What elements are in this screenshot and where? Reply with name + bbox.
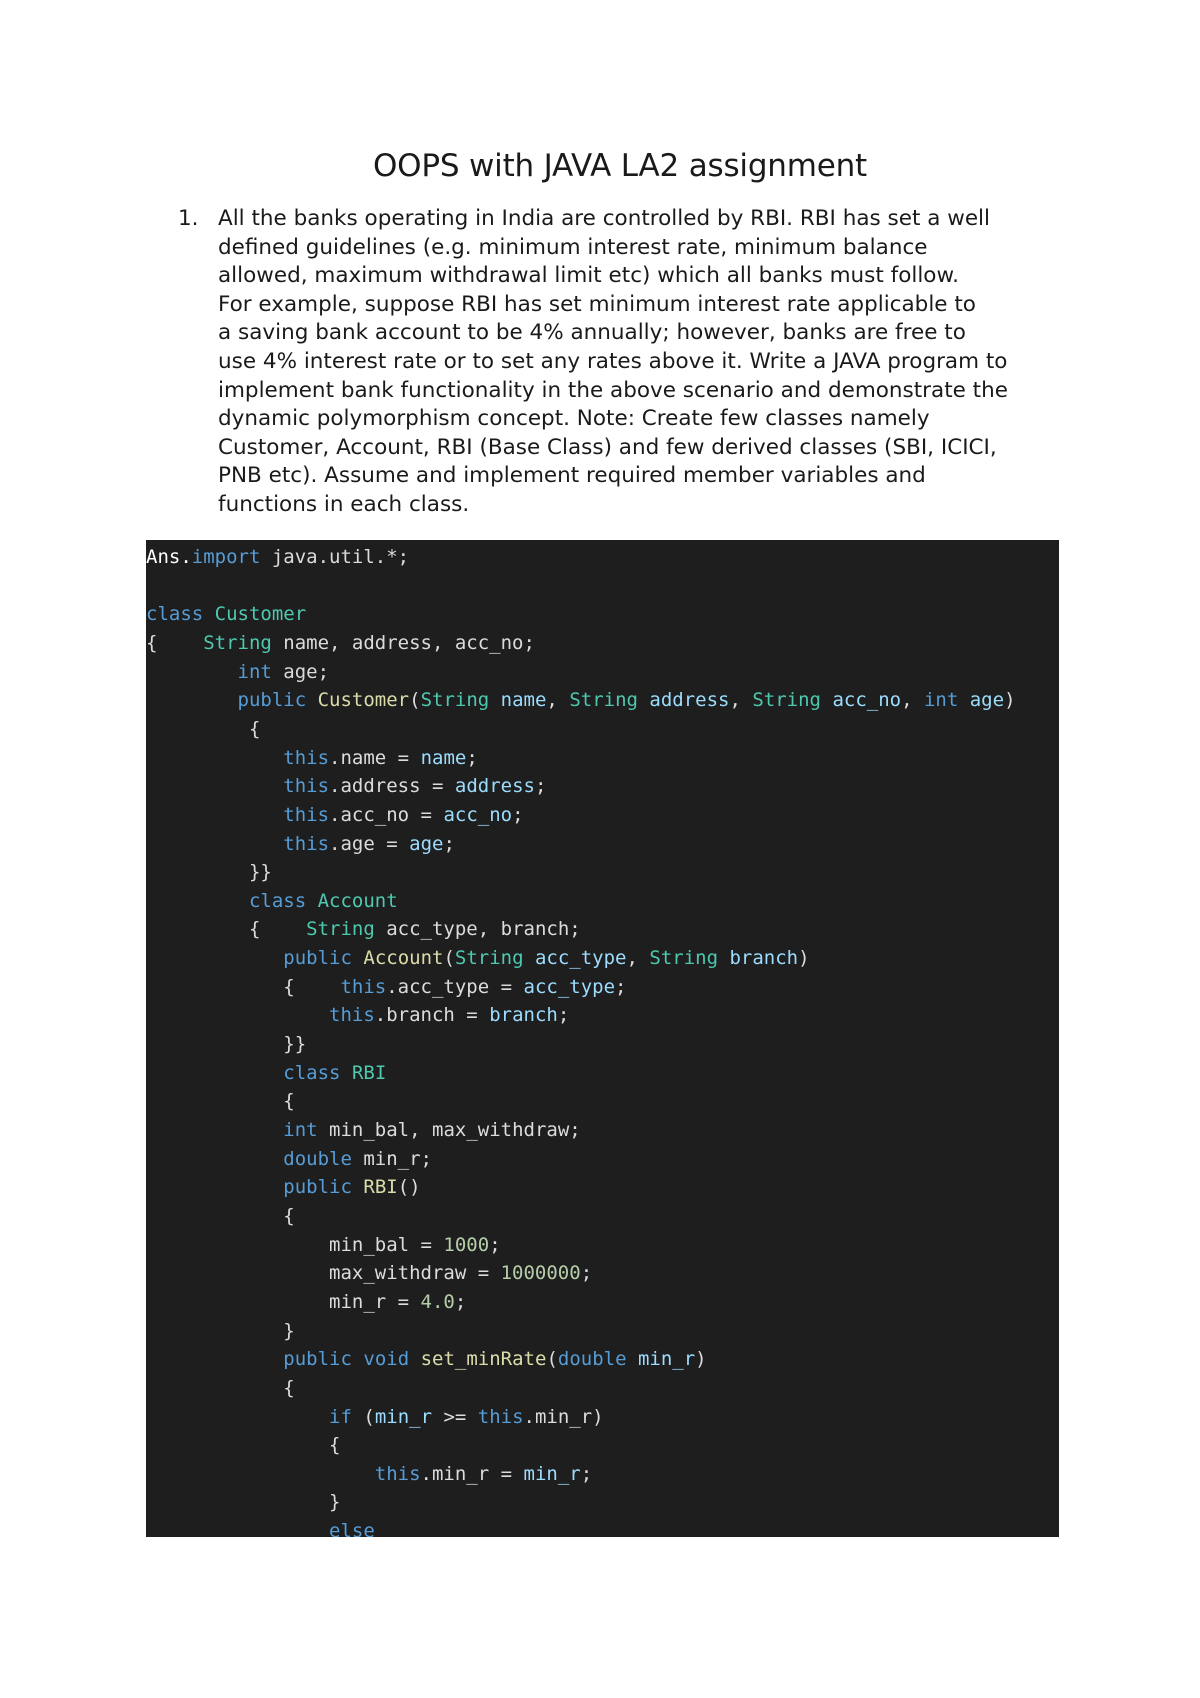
code-token: age xyxy=(958,689,1005,712)
code-token: ( xyxy=(409,689,421,712)
code-token: ) xyxy=(695,1348,707,1371)
code-line xyxy=(146,1231,501,1259)
code-line xyxy=(146,1317,295,1345)
code-token: min_r xyxy=(626,1348,696,1371)
code-token: String xyxy=(203,631,272,654)
code-token: Account xyxy=(317,889,398,912)
question-line: a saving bank account to be 4% annually; however, banks are free to xyxy=(218,320,966,346)
question-text xyxy=(218,205,1068,520)
code-token: public xyxy=(283,1176,352,1199)
code-token: this xyxy=(374,1462,421,1485)
code-token: min_r xyxy=(523,1462,581,1485)
code-token: 4.0 xyxy=(420,1290,455,1313)
code-block xyxy=(146,540,1059,1537)
code-token: this xyxy=(283,803,330,826)
code-token: min_bal = xyxy=(146,1233,444,1256)
code-token xyxy=(146,947,283,969)
code-token: .acc_no = xyxy=(329,803,444,826)
code-token: ( xyxy=(443,947,455,970)
code-token: , xyxy=(729,689,753,712)
code-token: ; xyxy=(512,803,524,826)
question-line: use 4% interest rate or to set any rates above it. Write a JAVA program to xyxy=(218,348,1008,374)
question-line: allowed, maximum withdrawal limit etc) which all banks must follow. xyxy=(218,263,959,289)
code-token: String xyxy=(569,689,638,712)
code-token xyxy=(146,833,283,855)
code-line xyxy=(146,944,810,972)
code-token: .age = xyxy=(329,832,410,855)
code-token: ) xyxy=(1004,689,1016,712)
code-line xyxy=(146,1202,295,1230)
code-line xyxy=(146,858,272,886)
code-line xyxy=(146,543,409,571)
code-token: public xyxy=(283,1348,352,1371)
code-token: }} xyxy=(146,861,272,884)
code-token: acc_type xyxy=(523,947,627,970)
code-token: class xyxy=(283,1061,341,1084)
code-line xyxy=(146,1460,592,1488)
code-token: this xyxy=(340,975,387,998)
code-token: int xyxy=(237,660,272,683)
code-token: Account xyxy=(363,947,444,970)
code-line xyxy=(146,772,546,800)
code-token: ; xyxy=(489,1233,501,1256)
question-line: functions in each class. xyxy=(218,491,470,517)
code-line xyxy=(146,658,329,686)
code-token: .name = xyxy=(329,746,421,769)
code-token xyxy=(352,947,363,969)
code-token xyxy=(146,689,238,711)
code-token xyxy=(146,1463,375,1485)
code-token: { xyxy=(146,1204,295,1227)
code-token: { xyxy=(146,717,261,740)
code-line xyxy=(146,1087,295,1115)
code-token: String xyxy=(752,689,821,712)
page-title: OOPS with JAVA LA2 assignment xyxy=(372,148,868,184)
code-line xyxy=(146,1403,604,1431)
code-token: name, address, acc_no; xyxy=(271,631,535,654)
code-line xyxy=(146,1374,295,1402)
code-line xyxy=(146,1173,421,1201)
code-token: .min_r = xyxy=(420,1462,524,1485)
code-token xyxy=(146,1176,283,1198)
code-token: .min_r) xyxy=(523,1405,604,1428)
question-line: implement bank functionality in the above scenario and demonstrate the xyxy=(218,377,1008,403)
code-token: address xyxy=(454,775,535,798)
code-token: String xyxy=(454,947,524,970)
question-line: Customer, Account, RBI (Base Class) and few derived classes (SBI, ICICI, xyxy=(218,434,997,460)
code-line xyxy=(146,715,260,743)
question-line: For example, suppose RBI has set minimum interest rate applicable to xyxy=(218,291,976,317)
code-token: branch xyxy=(718,947,799,970)
code-token xyxy=(306,689,317,711)
code-token: else xyxy=(329,1520,375,1537)
code-token: max_withdraw = xyxy=(146,1262,501,1285)
code-token: , xyxy=(626,947,650,970)
code-token xyxy=(146,747,283,769)
code-token: class xyxy=(146,603,204,626)
code-line xyxy=(146,1345,707,1373)
code-token: { xyxy=(146,631,204,654)
code-token xyxy=(146,1406,329,1428)
code-token xyxy=(146,1119,283,1141)
code-line xyxy=(146,830,455,858)
code-token: double xyxy=(283,1147,352,1170)
code-token: this xyxy=(329,1004,375,1027)
code-token: set_minRate xyxy=(420,1348,547,1371)
code-token: 1000000 xyxy=(500,1262,581,1285)
code-token: branch xyxy=(489,1004,558,1027)
code-token xyxy=(203,603,214,625)
code-token: RBI xyxy=(351,1061,387,1084)
code-line xyxy=(146,1517,375,1537)
code-token: acc_no xyxy=(821,689,902,712)
code-token xyxy=(146,775,283,797)
code-token: Ans. xyxy=(146,546,192,568)
code-line xyxy=(146,887,398,915)
code-token xyxy=(146,1148,283,1170)
code-token: ; xyxy=(466,746,478,769)
code-token: Customer xyxy=(317,689,410,712)
code-token: }} xyxy=(146,1033,307,1056)
code-token: .acc_type = xyxy=(386,975,524,998)
code-token: acc_type, branch; xyxy=(374,918,581,941)
code-token xyxy=(340,1062,351,1084)
code-token: class xyxy=(248,889,307,912)
code-token: min_r; xyxy=(351,1147,432,1170)
question-line: All the banks operating in India are controlled by RBI. RBI has set a well xyxy=(218,206,991,231)
question-number: 1. xyxy=(178,206,199,231)
code-line xyxy=(146,629,535,657)
code-token: String xyxy=(649,947,719,970)
code-token: ; xyxy=(534,775,547,798)
code-token: acc_type xyxy=(523,975,616,998)
code-token: .branch = xyxy=(374,1004,490,1027)
code-token: 1000 xyxy=(443,1233,490,1256)
code-line xyxy=(146,801,524,829)
code-token: ; xyxy=(580,1462,593,1485)
code-token: address xyxy=(637,689,730,712)
code-token: min_r = xyxy=(146,1290,421,1313)
code-token: } xyxy=(146,1319,295,1342)
code-token: ( xyxy=(351,1405,375,1428)
code-token: this xyxy=(477,1405,524,1428)
code-token xyxy=(146,1004,329,1026)
code-token: int xyxy=(283,1119,318,1141)
code-line xyxy=(146,1116,581,1144)
code-token xyxy=(409,1348,420,1370)
code-token: () xyxy=(397,1176,421,1199)
code-token: ) xyxy=(798,947,810,970)
code-line xyxy=(146,1431,340,1459)
code-token: ; xyxy=(557,1004,570,1027)
code-token: Customer xyxy=(214,603,307,626)
code-token: this xyxy=(283,746,330,769)
code-token: double xyxy=(557,1348,627,1371)
code-token: , xyxy=(901,689,924,712)
code-token xyxy=(352,1348,363,1370)
code-token: { xyxy=(146,1376,295,1399)
code-token xyxy=(146,1520,329,1537)
code-token: { xyxy=(146,1090,295,1113)
code-token: .address = xyxy=(329,775,455,798)
code-token: ; xyxy=(454,1290,467,1313)
code-line xyxy=(146,1001,569,1029)
code-token: { xyxy=(146,918,307,941)
code-line xyxy=(146,600,306,628)
code-token: int xyxy=(923,689,959,712)
code-token: this xyxy=(283,832,330,855)
code-token: ( xyxy=(546,1348,558,1371)
code-token: name xyxy=(489,689,547,712)
code-line xyxy=(146,686,1016,714)
code-line xyxy=(146,973,626,1001)
code-token: age xyxy=(409,832,444,855)
code-token xyxy=(306,890,317,912)
code-token: public xyxy=(283,947,352,970)
code-line xyxy=(146,1288,466,1316)
code-token: name xyxy=(420,746,467,769)
code-token: min_r xyxy=(374,1405,433,1428)
code-token: ; xyxy=(580,1262,593,1285)
code-token xyxy=(352,1176,363,1198)
code-token xyxy=(146,890,249,912)
code-token: java.util.*; xyxy=(260,546,410,568)
code-token: ; xyxy=(443,832,455,855)
code-token: ; xyxy=(615,975,627,998)
code-line xyxy=(146,1030,306,1058)
code-line xyxy=(146,1488,340,1516)
code-token: String xyxy=(306,918,375,941)
code-token: } xyxy=(146,1491,341,1514)
code-line xyxy=(146,1259,592,1287)
code-token: if xyxy=(329,1405,352,1428)
code-line xyxy=(146,1145,432,1173)
code-token: public xyxy=(237,689,307,712)
code-token: min_bal, max_withdraw; xyxy=(317,1119,581,1141)
code-token xyxy=(146,1348,283,1370)
question-line: PNB etc). Assume and implement required member variables and xyxy=(218,463,926,489)
question-line: defined guidelines (e.g. minimum interest rate, minimum balance xyxy=(218,234,928,260)
question-line: dynamic polymorphism concept. Note: Create few classes namely xyxy=(218,406,930,432)
code-token: { xyxy=(146,1434,341,1457)
code-token xyxy=(146,804,283,826)
code-token: { xyxy=(146,975,341,998)
code-token: RBI xyxy=(363,1176,398,1199)
code-line xyxy=(146,915,581,943)
code-token: import xyxy=(191,546,261,568)
code-token: this xyxy=(283,775,330,798)
code-token xyxy=(146,1062,283,1084)
code-token: age; xyxy=(271,660,330,683)
code-token: void xyxy=(363,1348,410,1371)
code-token: String xyxy=(420,689,490,712)
code-token: acc_no xyxy=(443,803,513,826)
code-token: , xyxy=(546,689,570,712)
code-token: >= xyxy=(432,1405,478,1428)
code-token xyxy=(146,661,238,683)
code-line xyxy=(146,744,478,772)
code-line xyxy=(146,1059,386,1087)
